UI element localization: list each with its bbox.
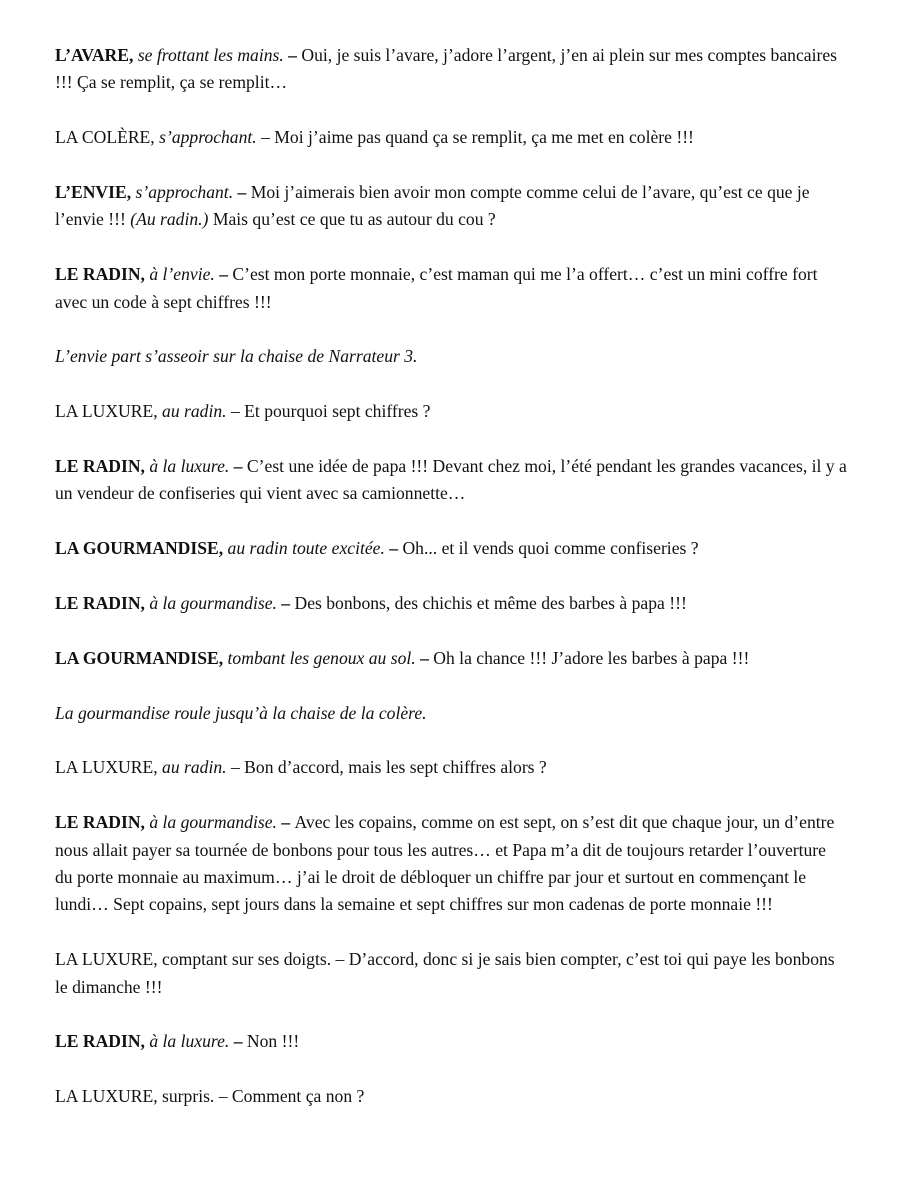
dialogue-text: Non !!! xyxy=(246,1031,300,1052)
dialogue-text: Mais qu’est ce que tu as autour du cou ? xyxy=(208,209,496,230)
dialogue-text: D’accord, donc si je sais bien compter, c’est toi qui paye les bonbons le dimanche !!! xyxy=(55,949,835,997)
speaker-name: LA LUXURE, xyxy=(55,1086,158,1107)
dialogue-text: Oui, je suis l’avare, j’adore l’argent, j’en ai plein sur mes comptes bancaires !!! Ça se remplit, ça se remplit… xyxy=(55,45,837,93)
speaker-name: LA COLÈRE, xyxy=(55,127,155,148)
dash: – xyxy=(276,593,295,613)
dash: – xyxy=(384,538,403,559)
speaker-name: L’AVARE, xyxy=(55,45,134,65)
speaker-name: LE RADIN, xyxy=(55,593,145,613)
dialogue-text: Moi j’aime pas quand ça se remplit, ça me met en colère !!! xyxy=(274,127,694,148)
script-page xyxy=(55,42,847,1138)
dialogue-text: C’est mon porte monnaie, c’est maman qui me l’a offert… c’est un mini coffre fort avec un code à sept chiffres !!! xyxy=(55,264,818,312)
speaker-name: LE RADIN, xyxy=(55,1031,145,1052)
dash: – xyxy=(331,949,349,970)
dash: – xyxy=(226,757,245,778)
dialogue-line xyxy=(55,645,847,672)
dialogue-line xyxy=(55,590,847,617)
speaker-direction: au radin. xyxy=(162,401,227,422)
speaker-name: LA LUXURE, xyxy=(55,757,158,778)
speaker-name: LE RADIN, xyxy=(55,456,145,476)
dialogue-line xyxy=(55,1083,847,1110)
speaker-direction: tombant les genoux au sol. xyxy=(227,647,416,668)
dialogue-line xyxy=(55,1028,847,1055)
dialogue-text: Oh... et il vends quoi comme confiseries ? xyxy=(402,538,699,559)
dialogue-line xyxy=(55,535,847,562)
dialogue-text: C’est une idée de papa !!! Devant chez moi, l’été pendant les grandes vacances, il y a un vendeur de confiseries qui vient avec sa camionnette… xyxy=(55,456,847,504)
speaker-name: LA LUXURE, xyxy=(55,949,158,970)
dialogue-line xyxy=(55,179,847,234)
speaker-direction: à la luxure. xyxy=(149,1031,230,1052)
dash: – xyxy=(229,456,247,476)
speaker-direction: au radin toute excitée. xyxy=(227,538,385,559)
dialogue-line xyxy=(55,261,847,316)
speaker-direction: surpris. xyxy=(162,1086,215,1107)
speaker-direction: s’approchant. xyxy=(159,127,257,148)
dialogue-line xyxy=(55,124,847,151)
speaker-name: LE RADIN, xyxy=(55,264,145,285)
dash: – xyxy=(214,264,233,285)
dash: – xyxy=(283,45,302,65)
speaker-direction: à la gourmandise. xyxy=(149,812,277,833)
dash: – xyxy=(229,1031,247,1052)
dialogue-text: Moi j’aimerais bien avoir mon compte comme celui de l’avare, qu’est ce que je l’envie !!! xyxy=(55,182,810,230)
dialogue-text: Des bonbons, des chichis et même des barbes à papa !!! xyxy=(294,593,687,613)
dialogue-text: Et pourquoi sept chiffres ? xyxy=(244,401,431,422)
speaker-name: LA GOURMANDISE, xyxy=(55,538,224,559)
speaker-direction: s’approchant. xyxy=(135,182,234,202)
dash: – xyxy=(214,1086,232,1107)
dash: – xyxy=(233,182,251,202)
speaker-name: LE RADIN, xyxy=(55,812,145,833)
dash: – xyxy=(256,127,275,148)
stage-direction: La gourmandise roule jusqu’à la chaise de la colère. xyxy=(55,702,427,723)
speaker-direction: à la luxure. xyxy=(149,456,230,476)
dialogue-line xyxy=(55,754,847,781)
speaker-direction: à l’envie. xyxy=(149,264,215,285)
speaker-direction: comptant sur ses doigts. xyxy=(162,949,332,970)
speaker-name: L’ENVIE, xyxy=(55,182,132,202)
stage-direction: L’envie part s’asseoir sur la chaise de Narrateur 3. xyxy=(55,346,418,367)
dialogue-text: Comment ça non ? xyxy=(231,1086,365,1107)
inline-direction: (Au radin.) xyxy=(130,209,209,230)
dialogue-line xyxy=(55,946,847,1001)
dash: – xyxy=(226,401,245,422)
dialogue-line xyxy=(55,42,847,97)
dash: – xyxy=(276,812,295,833)
dialogue-text: Avec les copains, comme on est sept, on s’est dit que chaque jour, un d’entre nous allait payer sa tournée de bonbons pour tous les autres… et Papa m’a dit de toujours retarder l’ouverture du porte monnaie au maximum… j’ai le droit de débloquer un chiffre par jour et surtout en commençant le lundi… Sept copains, sept jours dans la semaine et sept chiffres sur mon cadenas de porte monnaie !!! xyxy=(55,812,835,915)
dialogue-line xyxy=(55,453,847,508)
dialogue-line xyxy=(55,398,847,425)
dash: – xyxy=(415,647,434,668)
speaker-direction: à la gourmandise. xyxy=(149,593,277,613)
speaker-direction: au radin. xyxy=(162,757,227,778)
speaker-name: LA LUXURE, xyxy=(55,401,158,422)
speaker-name: LA GOURMANDISE, xyxy=(55,647,224,668)
speaker-direction: se frottant les mains. xyxy=(137,45,284,65)
dialogue-text: Oh la chance !!! J’adore les barbes à papa !!! xyxy=(433,647,750,668)
dialogue-line xyxy=(55,809,847,919)
dialogue-text: Bon d’accord, mais les sept chiffres alors ? xyxy=(244,757,547,778)
